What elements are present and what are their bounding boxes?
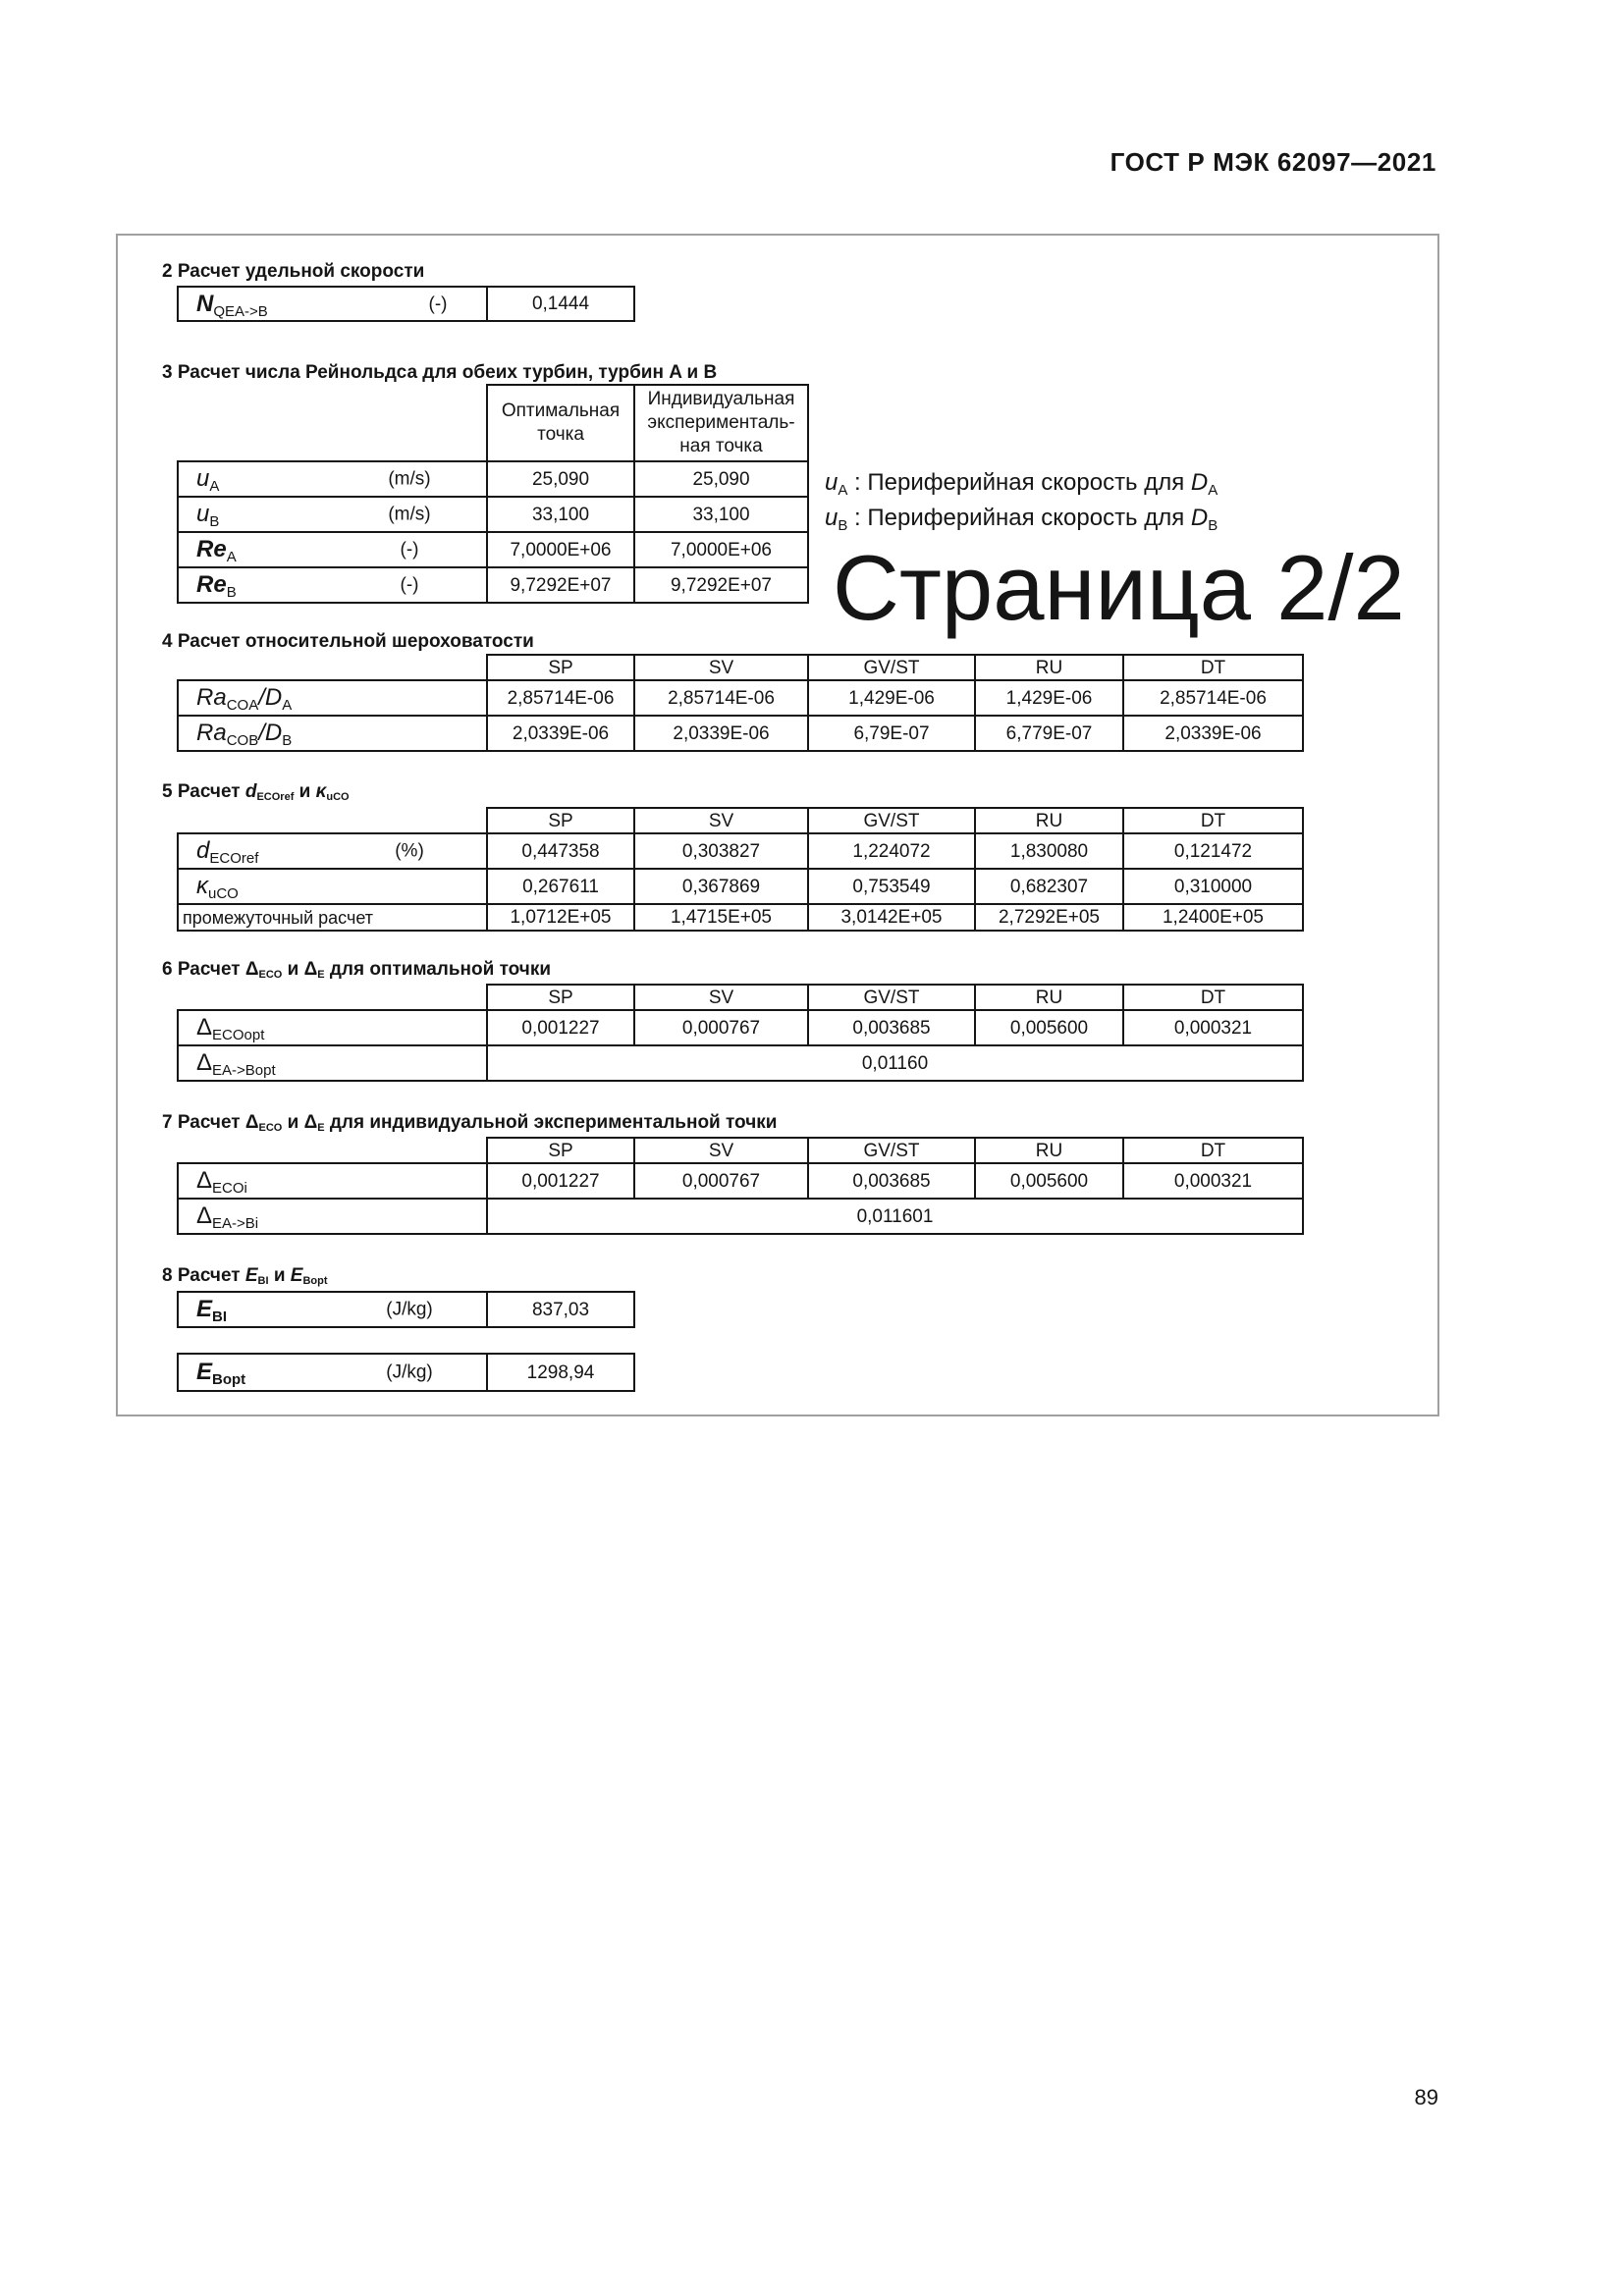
eco-ref-table — [177, 807, 1304, 932]
cell-individual: 33,100 — [634, 497, 808, 532]
symbol: u — [825, 469, 839, 496]
subscript: BI — [257, 1275, 269, 1287]
column-header-sv: SV — [634, 1138, 808, 1163]
column-header-gvst: GV/ST — [808, 655, 975, 680]
table-row — [178, 1292, 634, 1327]
cell-ru: 6,779E-07 — [975, 716, 1123, 751]
page-number: 89 — [1414, 2085, 1438, 2109]
title-text: 7 Расчет — [162, 1112, 241, 1133]
table-row — [178, 680, 1303, 716]
header-row — [178, 985, 1303, 1010]
roughness-table — [177, 654, 1304, 752]
header-row — [178, 808, 1303, 833]
symbol: E — [196, 1296, 213, 1322]
cell-sp: 0,267611 — [487, 869, 634, 904]
unit: (-) — [428, 294, 448, 314]
symbol: Re — [196, 571, 227, 598]
subscript: A — [209, 478, 220, 495]
symbol: Δ — [244, 1112, 259, 1133]
table-row — [178, 497, 808, 532]
section-4-title: 4 Расчет относительной шероховатости — [162, 631, 534, 652]
cell-individual: 9,7292E+07 — [634, 567, 808, 603]
table-row — [178, 461, 808, 497]
subscript: E — [317, 1122, 325, 1134]
conjunction: и — [273, 1265, 286, 1286]
column-header-ru: RU — [975, 1138, 1123, 1163]
row-label — [178, 287, 487, 321]
cell-gvst: 6,79E-07 — [808, 716, 975, 751]
column-header-sp: SP — [487, 1138, 634, 1163]
cell-sv: 0,000767 — [634, 1010, 808, 1045]
subscript: ECOref — [256, 791, 295, 803]
unit: (m/s) — [388, 504, 431, 525]
subscript: ECOopt — [212, 1027, 265, 1043]
cell-optimal: 33,100 — [487, 497, 634, 532]
cell-ru: 2,7292E+05 — [975, 904, 1123, 931]
column-header-sp: SP — [487, 655, 634, 680]
note-peripheral-speed-b — [825, 505, 1218, 534]
table-row — [178, 1354, 634, 1391]
cell-dt: 0,121472 — [1123, 833, 1303, 869]
cell-optimal: 9,7292E+07 — [487, 567, 634, 603]
symbol: u — [825, 505, 839, 531]
symbol: d — [244, 781, 257, 802]
standard-designation: ГОСТ Р МЭК 62097—2021 — [1110, 147, 1436, 177]
table-row — [178, 567, 808, 603]
cell-sv: 2,0339E-06 — [634, 716, 808, 751]
row-label — [178, 680, 487, 716]
symbol: D — [1190, 469, 1209, 496]
cell-sp: 2,0339E-06 — [487, 716, 634, 751]
cell-dt: 1,2400E+05 — [1123, 904, 1303, 931]
optimal-point-table — [177, 984, 1304, 1082]
column-header-sv: SV — [634, 985, 808, 1010]
blank-cell — [178, 808, 487, 833]
cell-dt: 2,0339E-06 — [1123, 716, 1303, 751]
column-header-dt: DT — [1123, 655, 1303, 680]
energy-bopt-table — [177, 1353, 635, 1392]
unit: (-) — [400, 539, 419, 561]
cell-sp: 1,0712E+05 — [487, 904, 634, 931]
symbol: d — [196, 837, 210, 864]
cell-sv: 0,303827 — [634, 833, 808, 869]
column-header-dt: DT — [1123, 808, 1303, 833]
row-label — [178, 1010, 487, 1045]
cell-ru: 0,682307 — [975, 869, 1123, 904]
note-text: : Периферийная скорость для — [854, 469, 1185, 496]
symbol: D — [264, 720, 283, 746]
unit: (%) — [395, 840, 424, 862]
energy-bi-table — [177, 1291, 635, 1328]
title-text: для индивидуальной экспериментальной точки — [329, 1112, 778, 1133]
subscript: B — [209, 513, 220, 530]
subscript: COA — [226, 697, 259, 714]
title-text: 6 Расчет — [162, 959, 241, 980]
separator: / — [258, 684, 265, 711]
symbol: Δ — [244, 959, 259, 980]
subscript: Bopt — [302, 1275, 328, 1287]
column-header-sv: SV — [634, 808, 808, 833]
merged-value-cell: 0,01160 — [487, 1045, 1303, 1081]
subscript: Bopt — [212, 1371, 246, 1388]
symbol: E — [290, 1265, 303, 1286]
individual-point-table — [177, 1137, 1304, 1235]
row-label — [178, 532, 487, 567]
unit: (J/kg) — [386, 1299, 433, 1320]
value-cell: 837,03 — [487, 1292, 634, 1327]
header-row — [178, 1138, 1303, 1163]
symbol: Ra — [196, 720, 227, 746]
unit: (-) — [400, 574, 419, 596]
section-3-title: 3 Расчет числа Рейнольдса для обеих турбин, турбин A и B — [162, 362, 718, 383]
cell-sp: 0,001227 — [487, 1010, 634, 1045]
symbol: D — [1190, 505, 1209, 531]
cell-sp: 0,001227 — [487, 1163, 634, 1199]
symbol: Δ — [303, 1112, 318, 1133]
row-label — [178, 833, 487, 869]
symbol: u — [196, 465, 210, 492]
subscript: EA->Bi — [212, 1215, 259, 1232]
symbol: D — [264, 684, 283, 711]
cell-individual: 25,090 — [634, 461, 808, 497]
column-header-gvst: GV/ST — [808, 985, 975, 1010]
cell-gvst: 0,753549 — [808, 869, 975, 904]
column-header-individual: Индивидуальная эксперименталь- ная точка — [634, 385, 808, 461]
column-header-ru: RU — [975, 655, 1123, 680]
row-label — [178, 1163, 487, 1199]
symbol: κ — [315, 781, 327, 802]
cell-ru: 1,429E-06 — [975, 680, 1123, 716]
cell-ru: 0,005600 — [975, 1010, 1123, 1045]
cell-dt: 0,000321 — [1123, 1010, 1303, 1045]
table-row — [178, 869, 1303, 904]
header-row — [178, 655, 1303, 680]
blank-cell — [178, 385, 487, 461]
merged-value-cell: 0,011601 — [487, 1199, 1303, 1234]
cell-gvst: 3,0142E+05 — [808, 904, 975, 931]
section-8-title — [162, 1266, 328, 1285]
subscript: QEA->B — [213, 302, 268, 320]
table-row — [178, 1199, 1303, 1234]
column-header-ru: RU — [975, 985, 1123, 1010]
subscript: COB — [226, 732, 259, 749]
cell-sv: 0,367869 — [634, 869, 808, 904]
note-peripheral-speed-a — [825, 469, 1218, 499]
column-header-sp: SP — [487, 808, 634, 833]
table-row — [178, 532, 808, 567]
cell-ru: 1,830080 — [975, 833, 1123, 869]
subscript: ECOi — [212, 1180, 247, 1197]
row-label — [178, 1354, 487, 1391]
subscript: ECO — [258, 969, 283, 981]
table-row — [178, 904, 1303, 931]
cell-sv: 2,85714E-06 — [634, 680, 808, 716]
cell-gvst: 1,429E-06 — [808, 680, 975, 716]
symbol: N — [196, 290, 214, 317]
subscript: EA->Bopt — [212, 1062, 276, 1079]
row-label — [178, 461, 487, 497]
conjunction: и — [287, 959, 299, 980]
column-header-dt: DT — [1123, 1138, 1303, 1163]
table-row — [178, 833, 1303, 869]
blank-cell — [178, 1138, 487, 1163]
subscript: A — [838, 482, 848, 499]
symbol: Re — [196, 536, 227, 562]
title-text: 5 Расчет — [162, 781, 241, 802]
row-label — [178, 1292, 487, 1327]
section-6-title — [162, 960, 551, 979]
subscript: A — [226, 549, 237, 565]
table-row — [178, 1010, 1303, 1045]
table-row — [178, 1045, 1303, 1081]
table-row — [178, 287, 634, 321]
cell-individual: 7,0000E+06 — [634, 532, 808, 567]
cell-sp: 0,447358 — [487, 833, 634, 869]
unit: (J/kg) — [386, 1362, 433, 1383]
cell-gvst: 0,003685 — [808, 1163, 975, 1199]
column-header-sv: SV — [634, 655, 808, 680]
cell-gvst: 1,224072 — [808, 833, 975, 869]
row-label — [178, 567, 487, 603]
cell-gvst: 0,003685 — [808, 1010, 975, 1045]
section-7-title — [162, 1113, 777, 1132]
unit: (m/s) — [388, 468, 431, 490]
title-text: для оптимальной точки — [329, 959, 552, 980]
symbol: Δ — [196, 1167, 213, 1194]
column-header-optimal: Оптимальная точка — [487, 385, 634, 461]
value-cell: 0,1444 — [487, 287, 634, 321]
column-header-gvst: GV/ST — [808, 808, 975, 833]
cell-dt: 0,000321 — [1123, 1163, 1303, 1199]
cell-sp: 2,85714E-06 — [487, 680, 634, 716]
symbol: E — [244, 1265, 258, 1286]
subscript: B — [226, 584, 237, 601]
symbol: u — [196, 501, 210, 527]
cell-optimal: 25,090 — [487, 461, 634, 497]
row-label — [178, 497, 487, 532]
row-label — [178, 1199, 487, 1234]
cell-dt: 2,85714E-06 — [1123, 680, 1303, 716]
subscript: E — [317, 969, 325, 981]
symbol: κ — [196, 873, 208, 899]
section-5-title — [162, 782, 350, 801]
blank-cell — [178, 655, 487, 680]
cell-sv: 0,000767 — [634, 1163, 808, 1199]
column-header-gvst: GV/ST — [808, 1138, 975, 1163]
symbol: Δ — [196, 1202, 213, 1229]
symbol: Δ — [303, 959, 318, 980]
table-row — [178, 716, 1303, 751]
subscript: ECOref — [209, 850, 259, 867]
subscript: B — [1208, 517, 1218, 534]
conjunction: и — [298, 781, 311, 802]
conjunction: и — [287, 1112, 299, 1133]
subscript: A — [1208, 482, 1218, 499]
cell-sv: 1,4715E+05 — [634, 904, 808, 931]
header-row — [178, 385, 808, 461]
title-text: 8 Расчет — [162, 1265, 241, 1286]
row-label: промежуточный расчет — [178, 904, 487, 931]
subscript: B — [282, 732, 293, 749]
subscript: uCO — [326, 791, 350, 803]
specific-speed-table — [177, 286, 635, 322]
symbol: Δ — [196, 1014, 213, 1041]
value-cell: 1298,94 — [487, 1354, 634, 1391]
row-label — [178, 869, 487, 904]
section-2-title: 2 Расчет удельной скорости — [162, 261, 425, 282]
column-header-dt: DT — [1123, 985, 1303, 1010]
page-stamp: Страница 2/2 — [833, 536, 1405, 639]
table-row — [178, 1163, 1303, 1199]
subscript: uCO — [208, 885, 239, 902]
reynolds-table — [177, 384, 809, 604]
cell-optimal: 7,0000E+06 — [487, 532, 634, 567]
subscript: BI — [212, 1308, 228, 1325]
subscript: A — [282, 697, 293, 714]
blank-cell — [178, 985, 487, 1010]
subscript: B — [838, 517, 848, 534]
column-header-sp: SP — [487, 985, 634, 1010]
symbol: E — [196, 1359, 213, 1385]
separator: / — [258, 720, 265, 746]
symbol: Ra — [196, 684, 227, 711]
symbol: Δ — [196, 1049, 213, 1076]
column-header-ru: RU — [975, 808, 1123, 833]
row-label — [178, 716, 487, 751]
cell-dt: 0,310000 — [1123, 869, 1303, 904]
row-label — [178, 1045, 487, 1081]
cell-ru: 0,005600 — [975, 1163, 1123, 1199]
note-text: : Периферийная скорость для — [854, 505, 1185, 531]
subscript: ECO — [258, 1122, 283, 1134]
